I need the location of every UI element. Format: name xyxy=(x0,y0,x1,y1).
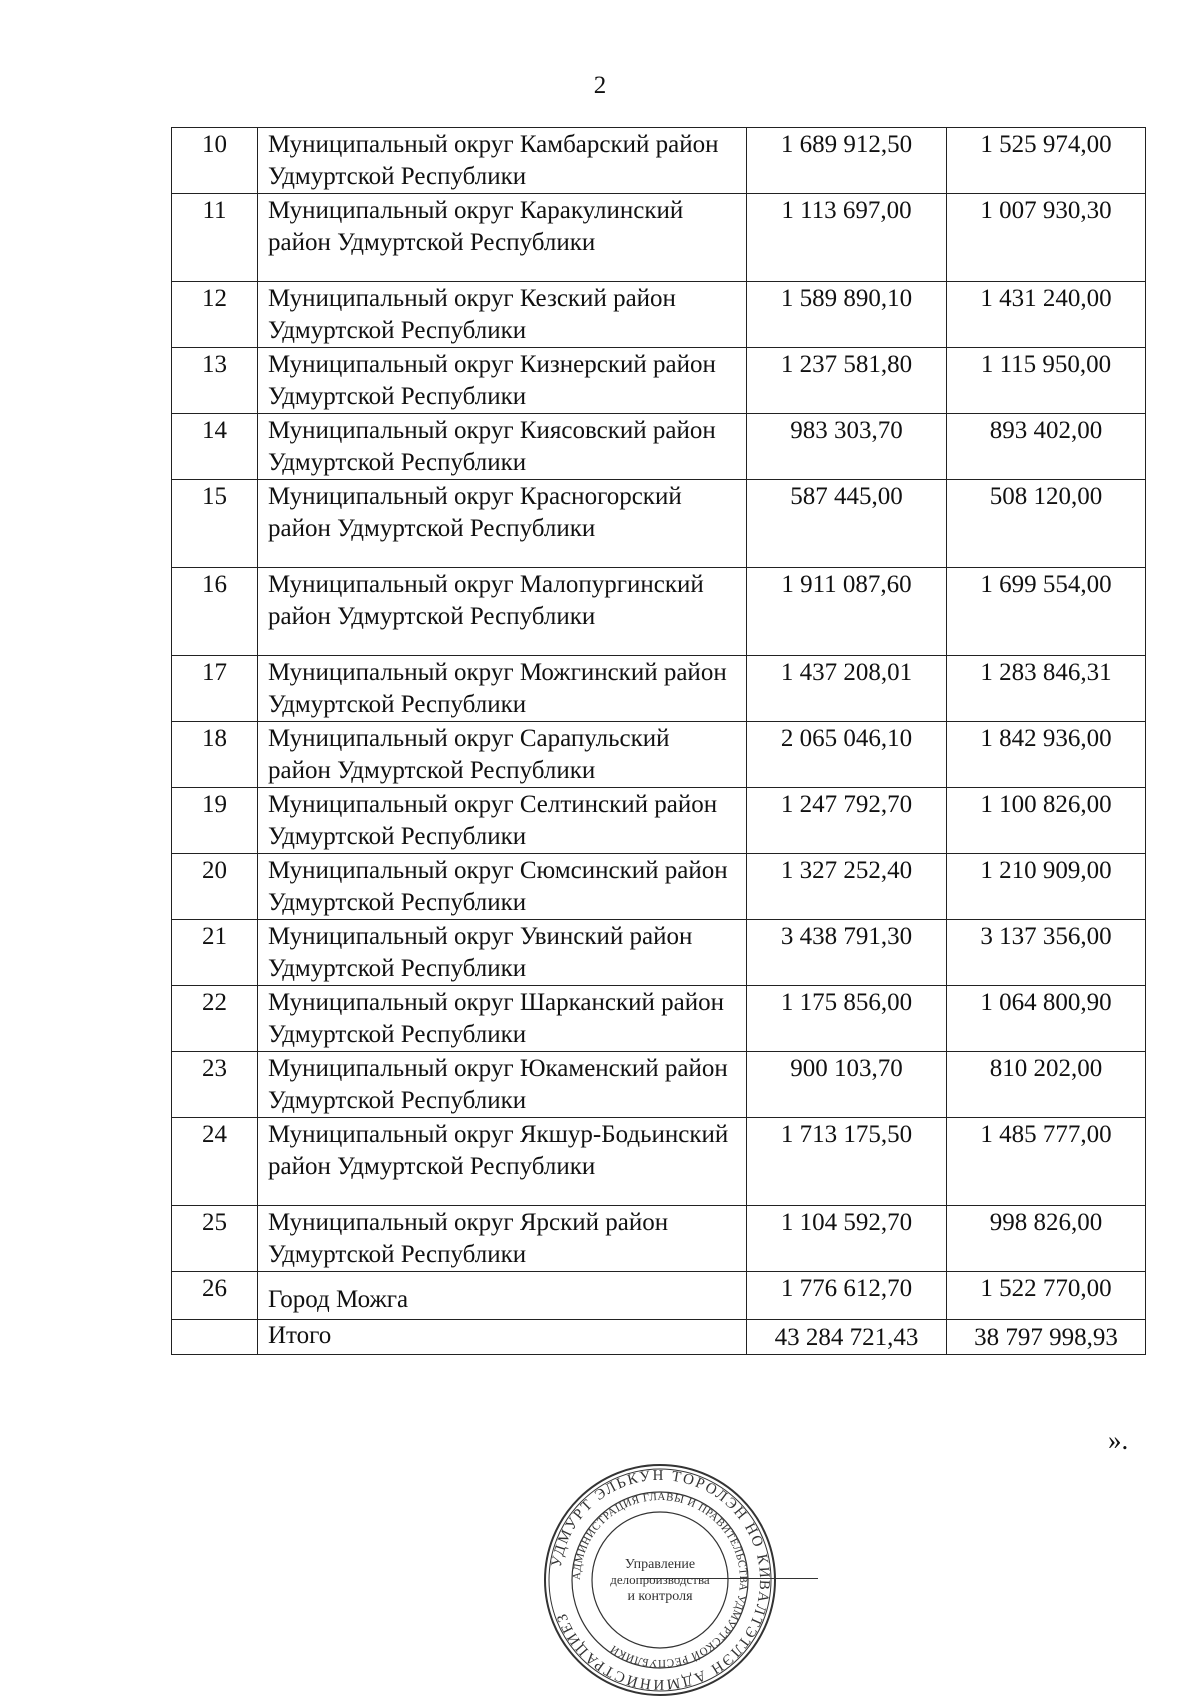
table-row xyxy=(172,1272,1146,1320)
signature-line xyxy=(640,1578,818,1579)
budget-table xyxy=(171,127,1146,1355)
row-number: 25 xyxy=(172,1206,258,1272)
municipality-name: Муниципальный округ Можгинский район Удмуртской Республики xyxy=(258,656,747,722)
row-number: 18 xyxy=(172,722,258,788)
table-row xyxy=(172,194,1146,282)
table-row xyxy=(172,414,1146,480)
table-row xyxy=(172,1052,1146,1118)
table-row xyxy=(172,1118,1146,1206)
amount-2: 998 826,00 xyxy=(947,1206,1146,1272)
amount-1: 587 445,00 xyxy=(747,480,947,568)
amount-2: 1 485 777,00 xyxy=(947,1118,1146,1206)
svg-text:УДМУРТ ЭЛЬКУН ТОРОЛЭН НО КИВАЛ: УДМУРТ ЭЛЬКУН ТОРОЛЭН НО КИВАЛТЭТЛЭН АДМИНИСТРАЦИЕЗ xyxy=(548,1467,773,1693)
row-number: 12 xyxy=(172,282,258,348)
municipality-name: Муниципальный округ Юкаменский район Удмуртской Республики xyxy=(258,1052,747,1118)
amount-2: 1 064 800,90 xyxy=(947,986,1146,1052)
municipality-name: Муниципальный округ Ярский район Удмуртской Республики xyxy=(258,1206,747,1272)
closing-quote-mark: ». xyxy=(1108,1425,1129,1455)
total-number xyxy=(172,1320,258,1355)
amount-1: 1 437 208,01 xyxy=(747,656,947,722)
amount-1: 1 104 592,70 xyxy=(747,1206,947,1272)
municipality-name: Муниципальный округ Каракулинский район Удмуртской Республики xyxy=(258,194,747,282)
table-row xyxy=(172,480,1146,568)
svg-text:и контроля: и контроля xyxy=(627,1589,693,1604)
svg-text:Управление: Управление xyxy=(624,1557,696,1572)
official-seal xyxy=(540,1460,780,1700)
table-row xyxy=(172,128,1146,194)
amount-2: 3 137 356,00 xyxy=(947,920,1146,986)
amount-2: 1 115 950,00 xyxy=(947,348,1146,414)
total-amount-1: 43 284 721,43 xyxy=(747,1320,947,1355)
amount-2: 810 202,00 xyxy=(947,1052,1146,1118)
amount-1: 1 713 175,50 xyxy=(747,1118,947,1206)
municipality-name: Муниципальный округ Красногорский район Удмуртской Республики xyxy=(258,480,747,568)
row-number: 26 xyxy=(172,1272,258,1320)
amount-2: 1 522 770,00 xyxy=(947,1272,1146,1320)
row-number: 22 xyxy=(172,986,258,1052)
amount-2: 1 699 554,00 xyxy=(947,568,1146,656)
amount-2: 1 525 974,00 xyxy=(947,128,1146,194)
amount-1: 983 303,70 xyxy=(747,414,947,480)
amount-2: 508 120,00 xyxy=(947,480,1146,568)
amount-1: 1 689 912,50 xyxy=(747,128,947,194)
municipality-name: Муниципальный округ Малопургинский район Удмуртской Республики xyxy=(258,568,747,656)
table-row xyxy=(172,348,1146,414)
svg-text:АДМИНИСТРАЦИЯ ГЛАВЫ И ПРАВИТЕЛ: АДМИНИСТРАЦИЯ ГЛАВЫ И ПРАВИТЕЛЬСТВА УДМУРТСКОЙ РЕСПУБЛИКИ xyxy=(570,1490,750,1670)
table-row xyxy=(172,722,1146,788)
municipality-name: Муниципальный округ Сюмсинский район Удмуртской Республики xyxy=(258,854,747,920)
amount-1: 1 911 087,60 xyxy=(747,568,947,656)
amount-1: 1 113 697,00 xyxy=(747,194,947,282)
amount-1: 1 237 581,80 xyxy=(747,348,947,414)
table-row xyxy=(172,1206,1146,1272)
amount-2: 1 100 826,00 xyxy=(947,788,1146,854)
table-row xyxy=(172,920,1146,986)
municipality-name: Муниципальный округ Киясовский район Удмуртской Республики xyxy=(258,414,747,480)
table-row xyxy=(172,788,1146,854)
amount-2: 1 431 240,00 xyxy=(947,282,1146,348)
amount-1: 1 175 856,00 xyxy=(747,986,947,1052)
total-row xyxy=(172,1320,1146,1355)
amount-1: 1 589 890,10 xyxy=(747,282,947,348)
amount-1: 1 327 252,40 xyxy=(747,854,947,920)
municipality-name: Муниципальный округ Селтинский район Удмуртской Республики xyxy=(258,788,747,854)
municipality-name: Муниципальный округ Увинский район Удмуртской Республики xyxy=(258,920,747,986)
table-body xyxy=(172,128,1146,1355)
amount-1: 1 776 612,70 xyxy=(747,1272,947,1320)
amount-1: 1 247 792,70 xyxy=(747,788,947,854)
amount-2: 1 007 930,30 xyxy=(947,194,1146,282)
municipality-name: Муниципальный округ Сарапульский район Удмуртской Республики xyxy=(258,722,747,788)
row-number: 17 xyxy=(172,656,258,722)
table-row xyxy=(172,854,1146,920)
amount-1: 3 438 791,30 xyxy=(747,920,947,986)
row-number: 14 xyxy=(172,414,258,480)
row-number: 10 xyxy=(172,128,258,194)
total-amount-2: 38 797 998,93 xyxy=(947,1320,1146,1355)
amount-2: 893 402,00 xyxy=(947,414,1146,480)
row-number: 19 xyxy=(172,788,258,854)
row-number: 11 xyxy=(172,194,258,282)
amount-2: 1 283 846,31 xyxy=(947,656,1146,722)
table-row xyxy=(172,986,1146,1052)
row-number: 24 xyxy=(172,1118,258,1206)
svg-text:делопроизводства: делопроизводства xyxy=(610,1572,710,1587)
table-row xyxy=(172,282,1146,348)
page-number: 2 xyxy=(593,72,607,99)
row-number: 16 xyxy=(172,568,258,656)
amount-2: 1 210 909,00 xyxy=(947,854,1146,920)
amount-1: 2 065 046,10 xyxy=(747,722,947,788)
municipality-name: Муниципальный округ Камбарский район Удмуртской Республики xyxy=(258,128,747,194)
municipality-name: Город Можга xyxy=(258,1272,747,1320)
row-number: 23 xyxy=(172,1052,258,1118)
municipality-name: Муниципальный округ Якшур-Бодьинский район Удмуртской Республики xyxy=(258,1118,747,1206)
amount-2: 1 842 936,00 xyxy=(947,722,1146,788)
municipality-name: Муниципальный округ Кезский район Удмуртской Республики xyxy=(258,282,747,348)
municipality-name: Муниципальный округ Кизнерский район Удмуртской Республики xyxy=(258,348,747,414)
total-label: Итого xyxy=(258,1320,747,1355)
row-number: 13 xyxy=(172,348,258,414)
municipality-name: Муниципальный округ Шарканский район Удмуртской Республики xyxy=(258,986,747,1052)
row-number: 20 xyxy=(172,854,258,920)
table-row xyxy=(172,656,1146,722)
row-number: 21 xyxy=(172,920,258,986)
row-number: 15 xyxy=(172,480,258,568)
table-row xyxy=(172,568,1146,656)
amount-1: 900 103,70 xyxy=(747,1052,947,1118)
